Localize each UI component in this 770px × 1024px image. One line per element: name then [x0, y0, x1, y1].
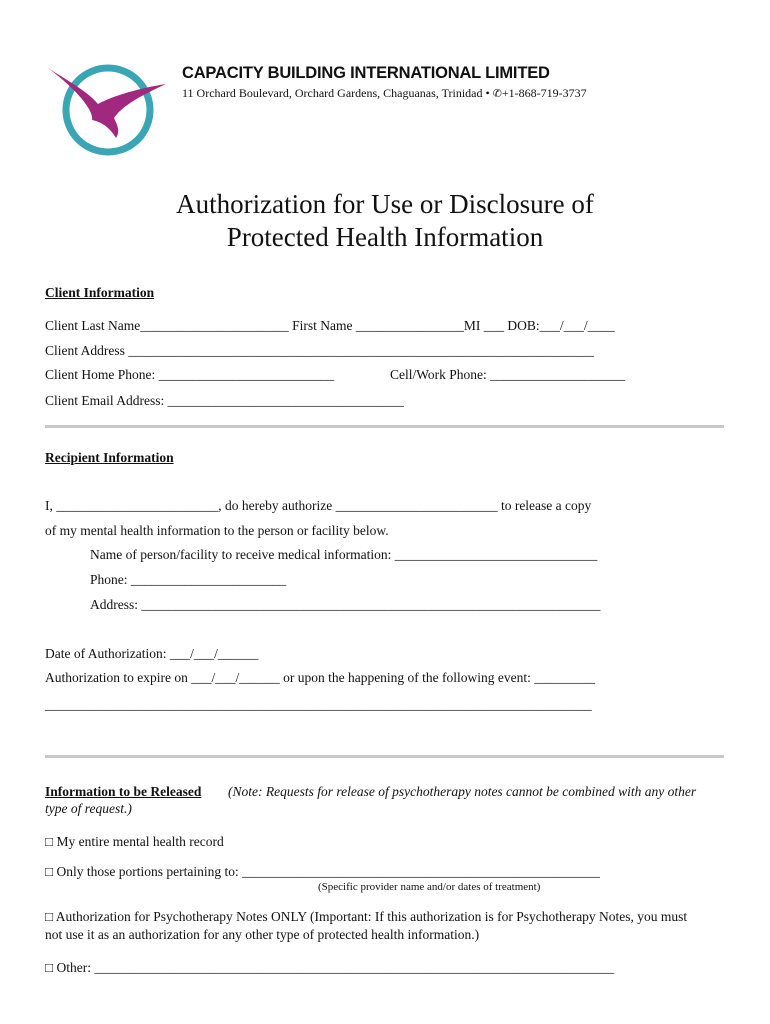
option-portions-hint: (Specific provider name and/or dates of treatment) — [318, 881, 541, 893]
psychotherapy-note: (Note: Requests for release of psychotherapy notes cannot be combined with any other — [228, 784, 697, 799]
option-other[interactable]: □ Other: _____________________________________________________________________________ — [45, 960, 615, 975]
form-title-line1: Authorization for Use or Disclosure of — [176, 189, 594, 219]
mental-health-line: of my mental health information to the person or facility below. — [45, 523, 389, 538]
psychotherapy-note-cont: type of request.) — [45, 801, 132, 816]
info-released-heading: Information to be Released — [45, 784, 202, 799]
client-address-line[interactable]: Client Address _____________________________________________________________________ — [45, 343, 594, 358]
recipient-name-line[interactable]: Name of person/facility to receive medical information: ______________________________ — [90, 547, 598, 562]
client-cell-phone-line[interactable]: Cell/Work Phone: ____________________ — [390, 367, 626, 382]
authorization-expire-line[interactable]: Authorization to expire on ___/___/______ or upon the happening of the following event: _________ — [45, 670, 596, 685]
event-blank-line[interactable]: _________________________________________________________________________________ — [45, 697, 592, 712]
recipient-info-heading: Recipient Information — [45, 450, 174, 465]
option-portions[interactable]: □ Only those portions pertaining to: _____________________________________________________ — [45, 864, 600, 879]
company-logo — [40, 62, 170, 160]
authorization-date-line[interactable]: Date of Authorization: ___/___/______ — [45, 646, 259, 661]
option-psychotherapy-notes[interactable]: □ Authorization for Psychotherapy Notes ONLY (Important: If this authorization is for Psychotherapy Notes, you must — [45, 909, 688, 924]
recipient-address-line[interactable]: Address: ____________________________________________________________________ — [90, 597, 601, 612]
option-entire-record[interactable]: □ My entire mental health record — [45, 834, 224, 849]
form-title-line2: Protected Health Information — [226, 222, 544, 252]
client-info-heading: Client Information — [45, 285, 155, 300]
organization-name: CAPACITY BUILDING INTERNATIONAL LIMITED — [182, 64, 550, 82]
recipient-phone-line[interactable]: Phone: _______________________ — [90, 572, 287, 587]
client-home-phone-line[interactable]: Client Home Phone: __________________________ — [45, 367, 335, 382]
client-email-line[interactable]: Client Email Address: ___________________________________ — [45, 393, 404, 408]
authorize-line[interactable]: I, ________________________, do hereby authorize ________________________ to release a copy — [45, 498, 592, 513]
phone-number: +1-868-719-3737 — [501, 86, 587, 100]
section-divider — [45, 425, 724, 428]
organization-address — [182, 86, 587, 101]
section-divider — [45, 755, 724, 758]
client-name-line[interactable]: Client Last Name______________________ First Name ________________MI ___ DOB:___/___/____ — [45, 318, 615, 333]
address-text: 11 Orchard Boulevard, Orchard Gardens, Chaguanas, Trinidad • — [182, 86, 490, 100]
option-psychotherapy-notes-cont: not use it as an authorization for any other type of protected health information.) — [45, 927, 480, 942]
phone-icon: ✆ — [492, 87, 502, 100]
